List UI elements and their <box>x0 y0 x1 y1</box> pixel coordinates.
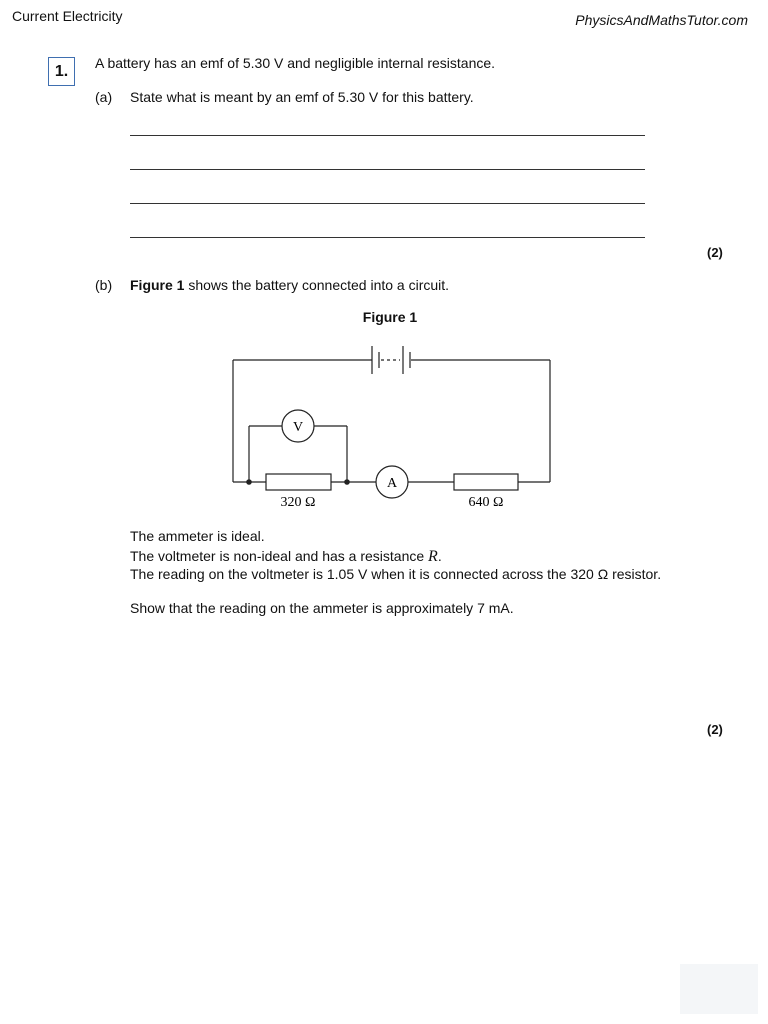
part-b-marks: (2) <box>707 722 723 737</box>
part-b-label: (b) <box>95 277 113 293</box>
part-a-marks: (2) <box>707 245 723 260</box>
ammeter-statement: The ammeter is ideal. <box>130 528 265 544</box>
figure-title: Figure 1 <box>362 309 418 325</box>
resistor-640-label: 640 Ω <box>468 495 504 510</box>
junction-dot <box>344 479 350 485</box>
resistor-320 <box>266 474 331 490</box>
figure-reference: Figure 1 <box>130 277 185 293</box>
question-number: 1. <box>48 57 75 86</box>
site-header: PhysicsAndMathsTutor.com <box>575 12 748 28</box>
footer-decoration <box>680 964 758 1014</box>
resistance-variable: R <box>428 548 438 565</box>
resistor-320-label: 320 Ω <box>280 495 316 510</box>
topic-header: Current Electricity <box>12 8 123 24</box>
voltmeter-statement <box>130 548 442 566</box>
voltmeter-statement-end: . <box>437 548 442 564</box>
part-b-intro-text: shows the battery connected into a circuit. <box>184 277 450 293</box>
part-a-text: State what is meant by an emf of 5.30 V for this battery. <box>130 89 474 105</box>
part-a-label: (a) <box>95 89 113 105</box>
voltmeter-reading-statement: The reading on the voltmeter is 1.05 V when it is connected across the 320 Ω resistor. <box>130 566 662 582</box>
voltmeter-statement-text: The voltmeter is non-ideal and has a resistance <box>130 548 429 564</box>
voltmeter-symbol: V <box>292 420 304 435</box>
resistor-640 <box>454 474 518 490</box>
task-statement: Show that the reading on the ammeter is approximately 7 mA. <box>130 600 514 616</box>
junction-dot <box>246 479 252 485</box>
question-stem: A battery has an emf of 5.30 V and negligible internal resistance. <box>95 55 496 71</box>
ammeter-symbol: A <box>386 476 398 491</box>
